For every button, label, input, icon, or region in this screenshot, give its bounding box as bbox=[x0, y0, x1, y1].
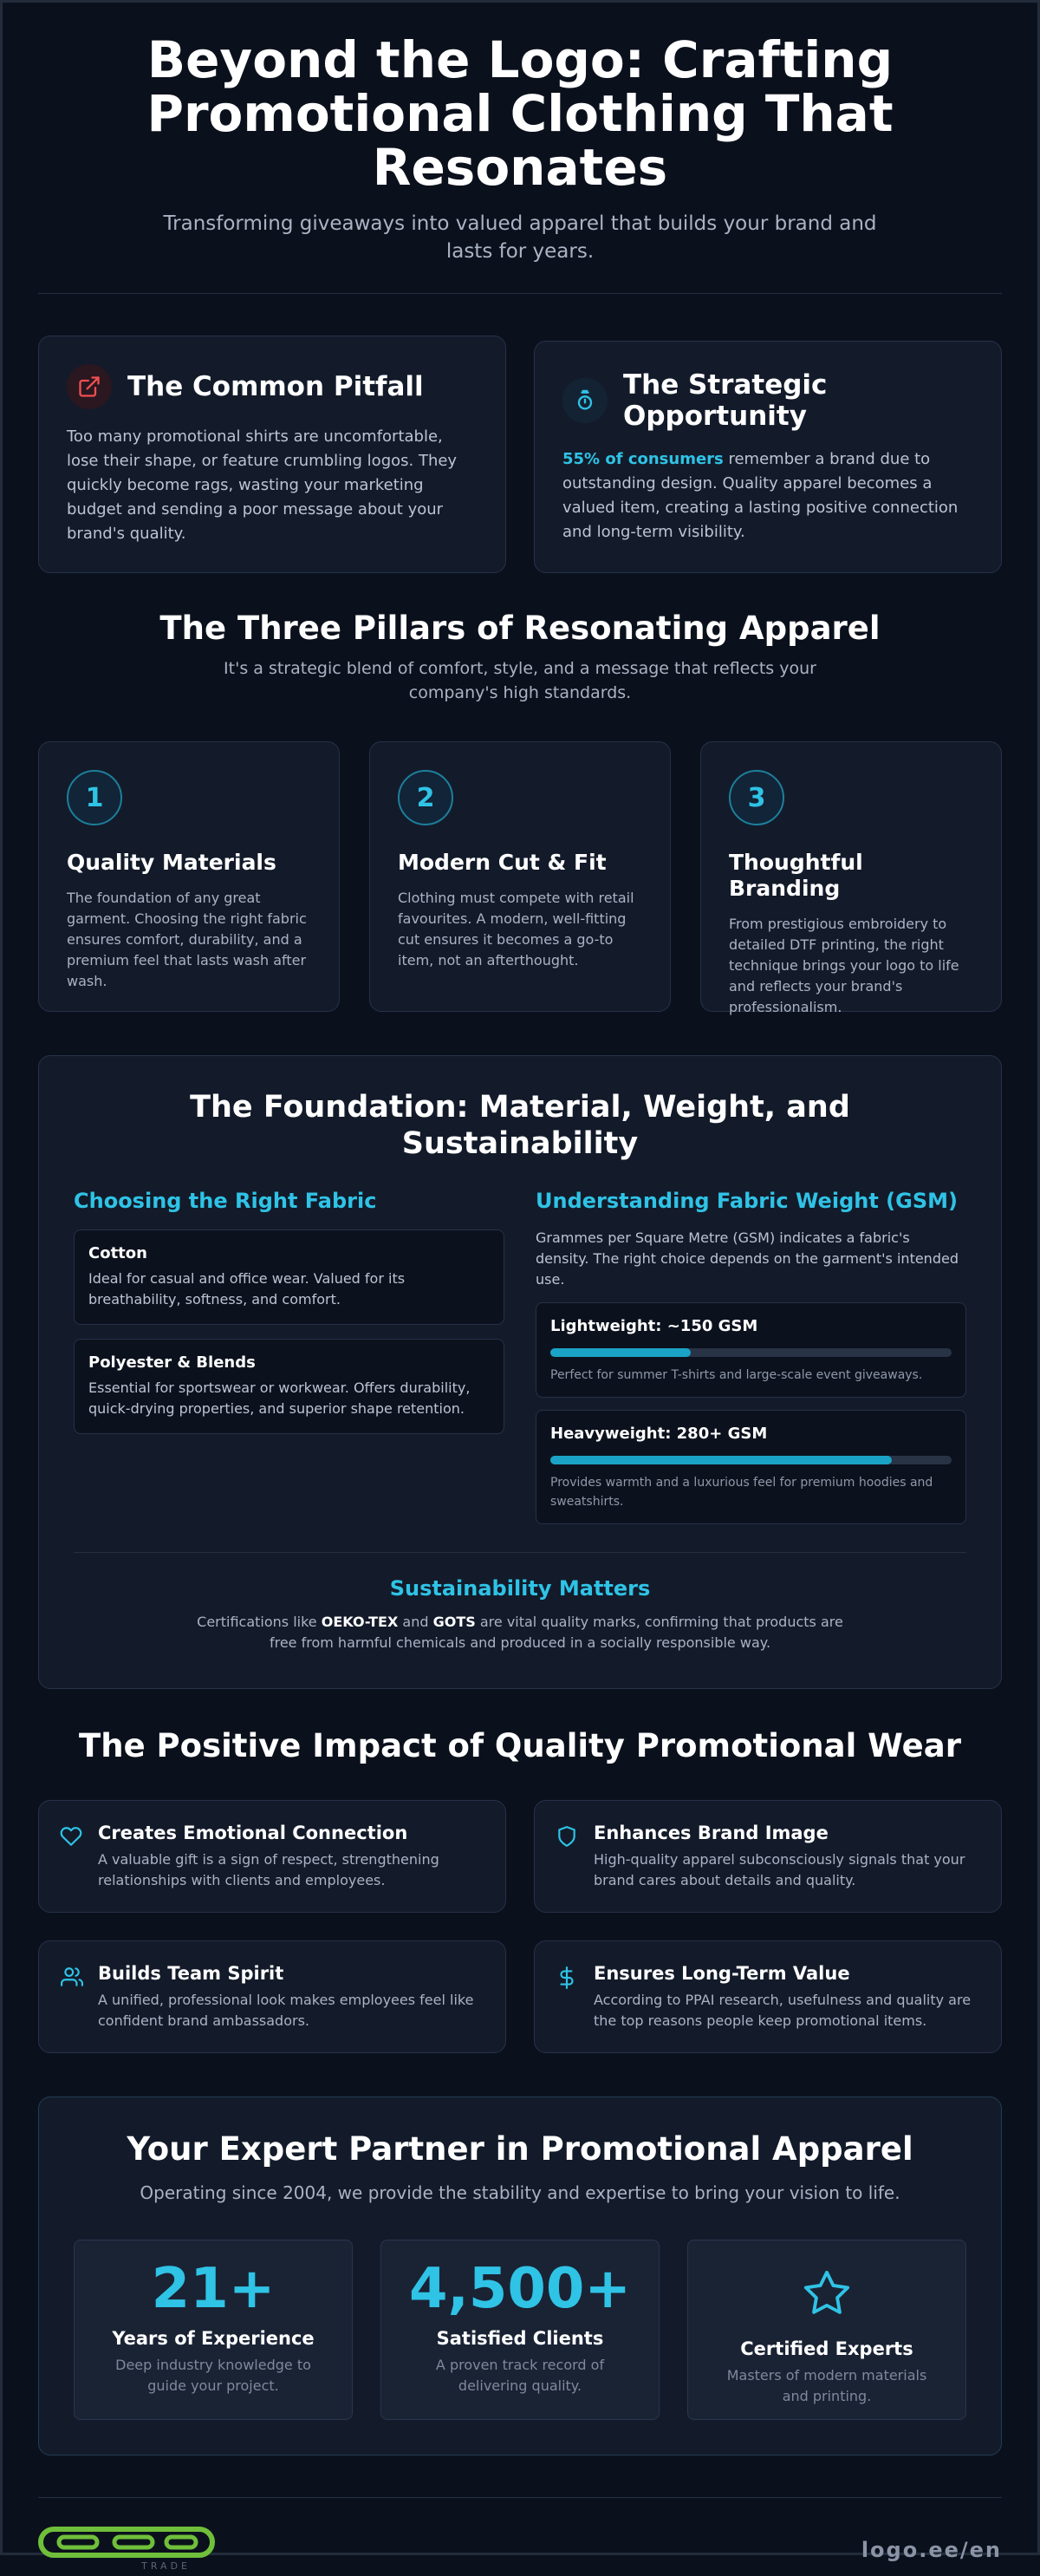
stat-label: Years of Experience bbox=[112, 2328, 315, 2349]
users-icon bbox=[60, 1962, 84, 2031]
impact-card bbox=[534, 1940, 1002, 2053]
gsm-bar-fill bbox=[550, 1348, 691, 1357]
page-subtitle: Transforming giveaways into valued apparel that builds your brand and lasts for years. bbox=[163, 212, 877, 263]
gsm-column bbox=[536, 1188, 966, 1524]
fabric-heading: Choosing the Right Fabric bbox=[74, 1189, 377, 1213]
gsm-text: Perfect for summer T-shirts and large-scale event giveaways. bbox=[550, 1368, 923, 1382]
impact-text-block bbox=[594, 1962, 980, 2031]
pillars-section bbox=[38, 610, 1002, 1015]
stat-card bbox=[74, 2240, 353, 2420]
stats-row bbox=[74, 2240, 966, 2420]
sustainability-text bbox=[191, 1612, 849, 1653]
pillar-card bbox=[369, 741, 671, 1012]
gsm-item bbox=[536, 1410, 966, 1524]
impact-text: A valuable gift is a sign of respect, strengthening relationships with clients and employees. bbox=[98, 1851, 439, 1888]
sustainability-title: Sustainability Matters bbox=[389, 1576, 651, 1601]
gsm-text: Provides warmth and a luxurious feel for premium hoodies and sweatshirts. bbox=[550, 1476, 933, 1509]
website-link[interactable]: logo.ee/en bbox=[861, 2538, 1002, 2562]
sustainability-text-part: are vital quality marks, confirming that products are free from harmful chemicals and produced in a socially responsible way. bbox=[269, 1614, 843, 1651]
opportunity-card bbox=[534, 341, 1002, 573]
fabric-text: Ideal for casual and office wear. Valued for its breathability, softness, and comfort. bbox=[88, 1270, 406, 1308]
logo-trade-logo[interactable] bbox=[38, 2524, 220, 2576]
opportunity-highlight: 55% of consumers bbox=[562, 450, 724, 468]
certification-oekotex: OEKO-TEX bbox=[321, 1614, 399, 1630]
impact-text-block bbox=[98, 1962, 484, 2031]
fabric-item bbox=[74, 1229, 504, 1325]
opportunity-body: remember a brand due to outstanding design. Quality apparel becomes a valued item, creating a lasting positive connection and long-term visibility. bbox=[562, 450, 959, 541]
partner-title: Your Expert Partner in Promotional Apparel bbox=[127, 2130, 913, 2168]
heart-icon bbox=[60, 1822, 84, 1891]
pillar-title: Modern Cut & Fit bbox=[398, 850, 607, 875]
gsm-bar-fill bbox=[550, 1456, 892, 1464]
impact-grid bbox=[38, 1800, 1002, 2053]
gsm-bar-track bbox=[550, 1348, 952, 1357]
pillars-title: The Three Pillars of Resonating Apparel bbox=[159, 610, 881, 647]
gsm-intro: Grammes per Square Metre (GSM) indicates a fabric's density. The right choice depends on the garment's intended use. bbox=[536, 1229, 959, 1288]
stat-value: 4,500+ bbox=[408, 2257, 632, 2321]
stat-text: A proven track record of delivering quality. bbox=[435, 2357, 605, 2394]
opportunity-card-header bbox=[562, 369, 973, 432]
foundation-section bbox=[38, 1055, 1002, 1689]
impact-title-item: Creates Emotional Connection bbox=[98, 1823, 408, 1843]
fabric-name: Cotton bbox=[88, 1244, 147, 1262]
partner-lead: Operating since 2004, we provide the stability and expertise to bring your vision to life. bbox=[140, 2182, 900, 2203]
gsm-bar-track bbox=[550, 1456, 952, 1464]
divider bbox=[74, 1552, 966, 1553]
dollar-icon bbox=[556, 1962, 580, 2031]
pillar-text: Clothing must compete with retail favourites. A modern, well-fitting cut ensures it becomes a go-to item, not an afterthought. bbox=[398, 890, 634, 968]
hero bbox=[38, 0, 1002, 265]
pillar-title: Quality Materials bbox=[67, 850, 276, 875]
pillars-list bbox=[38, 741, 1002, 1015]
stat-text: Deep industry knowledge to guide your project. bbox=[115, 2357, 311, 2394]
star-icon bbox=[688, 2258, 965, 2320]
divider bbox=[38, 293, 1002, 294]
lightbulb-icon bbox=[562, 378, 608, 423]
fabric-column bbox=[74, 1188, 504, 1524]
page-content bbox=[38, 0, 1002, 2576]
external-link-icon bbox=[67, 364, 112, 409]
partner-section bbox=[38, 2097, 1002, 2455]
pitfall-card bbox=[38, 336, 506, 573]
pitfall-title: The Common Pitfall bbox=[127, 371, 424, 402]
foundation-title: The Foundation: Material, Weight, and Sustainability bbox=[190, 1090, 850, 1161]
gsm-label: Heavyweight: 280+ GSM bbox=[550, 1425, 768, 1443]
foundation-columns bbox=[74, 1188, 966, 1524]
footer bbox=[38, 2524, 1002, 2576]
opportunity-title: The Strategic Opportunity bbox=[623, 369, 828, 432]
sustainability-text-part: and bbox=[398, 1614, 433, 1630]
page-title: Beyond the Logo: Crafting Promotional Clothing That Resonates bbox=[146, 30, 894, 197]
impact-text: A unified, professional look makes employees feel like confident brand ambassadors. bbox=[98, 1992, 474, 2029]
pitfall-card-header bbox=[67, 364, 478, 409]
gsm-item bbox=[536, 1302, 966, 1398]
pillar-text: From prestigious embroidery to detailed DTF printing, the right technique brings your logo to life and reflects your brand's professionalism. bbox=[729, 916, 959, 1015]
fabric-name: Polyester & Blends bbox=[88, 1353, 256, 1372]
pillar-number: 1 bbox=[67, 770, 122, 825]
certification-gots: GOTS bbox=[432, 1614, 476, 1630]
logo-sub: TRADE bbox=[141, 2560, 191, 2572]
pillar-title: Thoughtful Branding bbox=[729, 850, 863, 901]
impact-title-item: Ensures Long-Term Value bbox=[594, 1963, 850, 1984]
impact-text: High-quality apparel subconsciously signals that your brand cares about details and quality. bbox=[594, 1851, 965, 1888]
pillar-number: 2 bbox=[398, 770, 453, 825]
pitfall-text: Too many promotional shirts are uncomfortable, lose their shape, or feature crumbling logos. They quickly become rags, wasting your marketing budget and sending a poor message about your brand's quality. bbox=[67, 427, 458, 543]
gsm-label: Lightweight: ~150 GSM bbox=[550, 1317, 758, 1335]
gsm-heading: Understanding Fabric Weight (GSM) bbox=[536, 1189, 958, 1213]
pillar-card bbox=[700, 741, 1002, 1015]
stat-card bbox=[687, 2240, 966, 2420]
impact-card bbox=[38, 1800, 506, 1913]
impact-title: The Positive Impact of Quality Promotional Wear bbox=[79, 1727, 961, 1764]
impact-card bbox=[534, 1800, 1002, 1913]
sustainability-block bbox=[74, 1575, 966, 1653]
stat-value: 21+ bbox=[151, 2257, 276, 2321]
stat-label: Certified Experts bbox=[740, 2338, 913, 2359]
fabric-item bbox=[74, 1339, 504, 1434]
opportunity-text bbox=[562, 447, 973, 545]
divider bbox=[38, 2497, 1002, 2498]
impact-section bbox=[38, 1727, 1002, 2053]
impact-title-item: Enhances Brand Image bbox=[594, 1823, 829, 1843]
stat-label: Satisfied Clients bbox=[436, 2328, 604, 2349]
intro-section bbox=[38, 336, 1002, 573]
pillar-number: 3 bbox=[729, 770, 784, 825]
pillars-subtitle: It's a strategic blend of comfort, style, and a message that reflects your company's high standards. bbox=[224, 659, 816, 702]
sustainability-text-part: Certifications like bbox=[197, 1614, 322, 1630]
impact-text-block bbox=[594, 1822, 980, 1891]
stat-card bbox=[380, 2240, 660, 2420]
pillar-text: The foundation of any great garment. Choosing the right fabric ensures comfort, durability, and a premium feel that lasts wash after wash. bbox=[67, 890, 307, 989]
shield-icon bbox=[556, 1822, 580, 1891]
impact-card bbox=[38, 1940, 506, 2053]
impact-text: According to PPAI research, usefulness and quality are the top reasons people keep promotional items. bbox=[594, 1992, 972, 2029]
stat-text: Masters of modern materials and printing. bbox=[726, 2367, 927, 2404]
fabric-text: Essential for sportswear or workwear. Offers durability, quick-drying properties, and superior shape retention. bbox=[88, 1379, 471, 1417]
impact-title-item: Builds Team Spirit bbox=[98, 1963, 284, 1984]
pillar-card bbox=[38, 741, 340, 1012]
impact-text-block bbox=[98, 1822, 484, 1891]
